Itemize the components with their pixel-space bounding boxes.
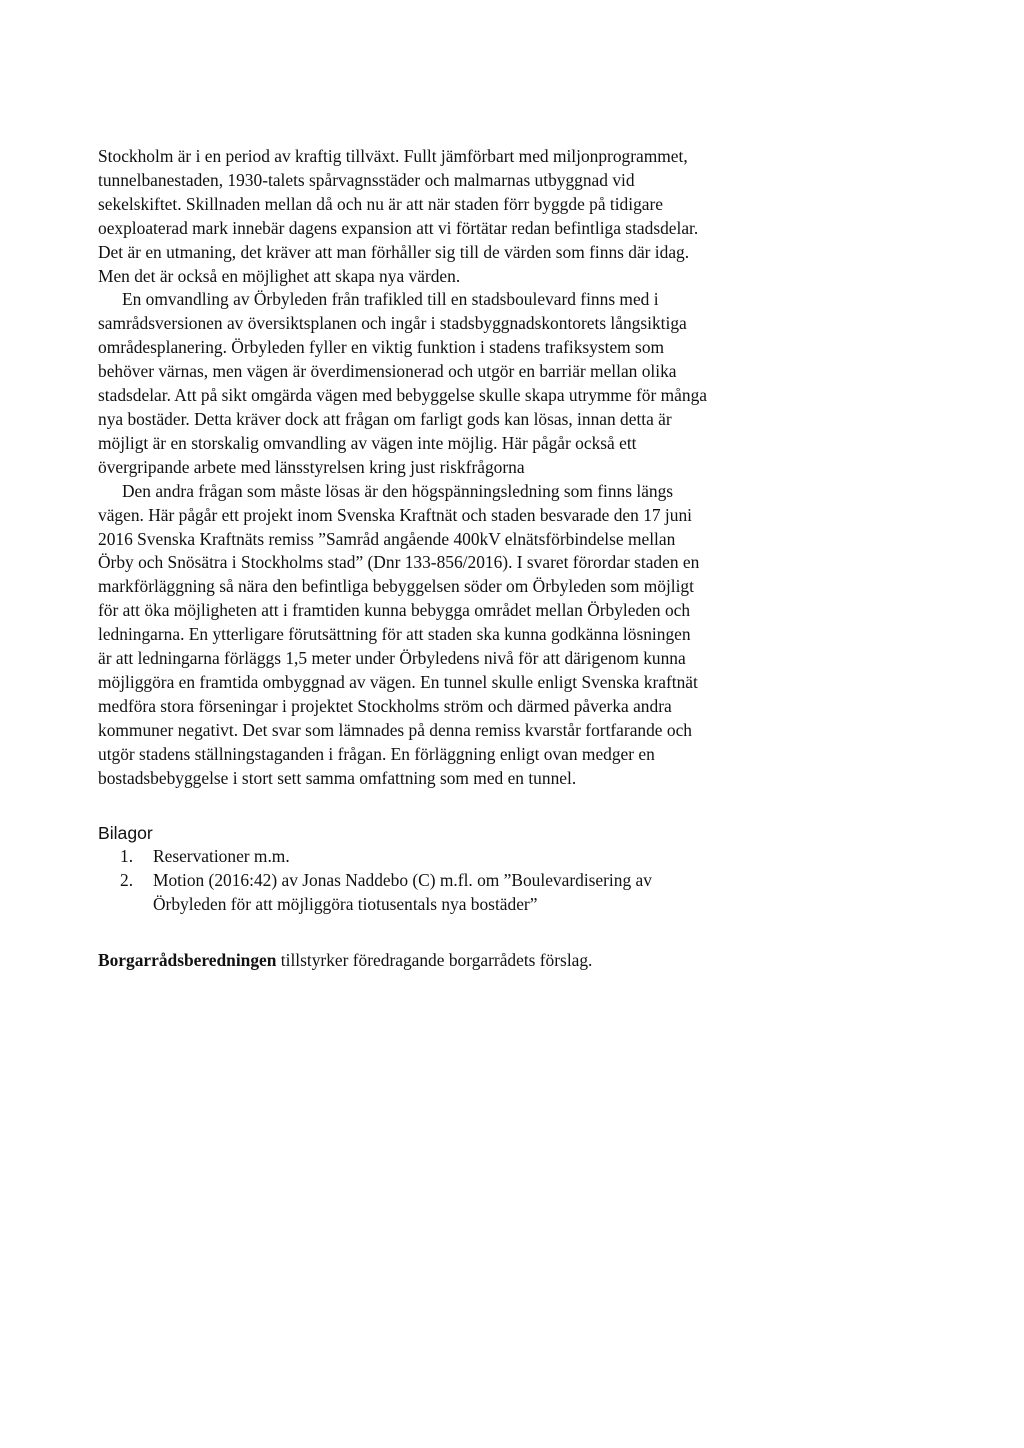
conclusion-text: tillstyrker föredragande borgarrådets förslag.	[276, 950, 593, 971]
conclusion-subject: Borgarrådsberedningen	[98, 950, 277, 971]
paragraph-power-line: Den andra frågan som måste lösas är den högspänningsledning som finns längs vägen. Här pågår ett projekt inom Svenska Kraftnät och staden besvarade den 17 juni 2016 Svenska Kraftnäts remiss ”Samråd angående 400kV elnätsförbindelse mellan Örby och Snösätra i Stockholms stad” (Dnr 133-856/2016). I svaret förordar staden en markförläggning så nära den befintliga bebyggelsen söder om Örbyleden som möjligt för att öka möjligheten att i framtiden kunna bebygga området mellan Örbyleden och ledningarna. En ytterligare förutsättning för att staden ska kunna godkänna lösningen är att ledningarna förläggs 1,5 meter under Örbyledens nivå för att därigenom kunna möjliggöra en framtida ombyggnad av vägen. En tunnel skulle enligt Svenska kraftnät medföra stora förseningar i projektet Stockholms ström och därmed påverka andra kommuner negativt. Det svar som lämnades på denna remiss kvarstår fortfarande och utgör stadens ställningstaganden i frågan. En förläggning enligt ovan medger en bostadsbebyggelse i stort sett samma omfattning som med en tunnel.	[98, 480, 700, 788]
paragraph-orbyleden: En omvandling av Örbyleden från trafikled till en stadsboulevard finns med i samrådsversionen av översiktsplanen och ingår i stadsbyggnadskontorets långsiktiga områdesplanering. Örbyleden fyller en viktig funktion i stadens trafiksystem som behöver värnas, men vägen är överdimensionerad och utgör en barriär mellan olika stadsdelar. Att på sikt omgärda vägen med bebyggelse skulle skapa utrymme för många nya bostäder. Detta kräver dock att frågan om farligt gods kan lösas, innan detta är möjligt är en storskalig omvandling av vägen inte möjlig. Här pågår också ett övergripande arbete med länsstyrelsen kring just riskfrågorna	[98, 289, 707, 477]
paragraph-intro: Stockholm är i en period av kraftig tillväxt. Fullt jämförbart med miljonprogrammet, tunnelbanestaden, 1930-talets spårvagnsstäder och malmarnas utbyggnad vid sekelskiftet. Skillnaden mellan då och nu är att när staden förr byggde på tidigare oexploaterad mark innebär dagens expansion att vi förtätar redan befintliga stadsdelar. Det är en utmaning, det kräver att man förhåller sig till de värden som finns där idag. Men det är också en möjlighet att skapa nya värden.	[98, 146, 699, 286]
conclusion	[98, 949, 708, 973]
document-body	[98, 145, 708, 973]
attachments-heading: Bilagor	[98, 823, 153, 844]
attachment-item	[98, 845, 708, 869]
attachment-text: Motion (2016:42) av Jonas Naddebo (C) m.fl. om ”Boulevardisering av Örbyleden för att möjliggöra tiotusentals nya bostäder”	[153, 870, 652, 915]
attachment-item	[98, 869, 708, 917]
attachment-text: Reservationer m.m.	[153, 846, 290, 867]
attachment-number: 1.	[120, 846, 134, 867]
attachment-number: 2.	[120, 870, 134, 891]
attachments-list	[98, 845, 708, 917]
